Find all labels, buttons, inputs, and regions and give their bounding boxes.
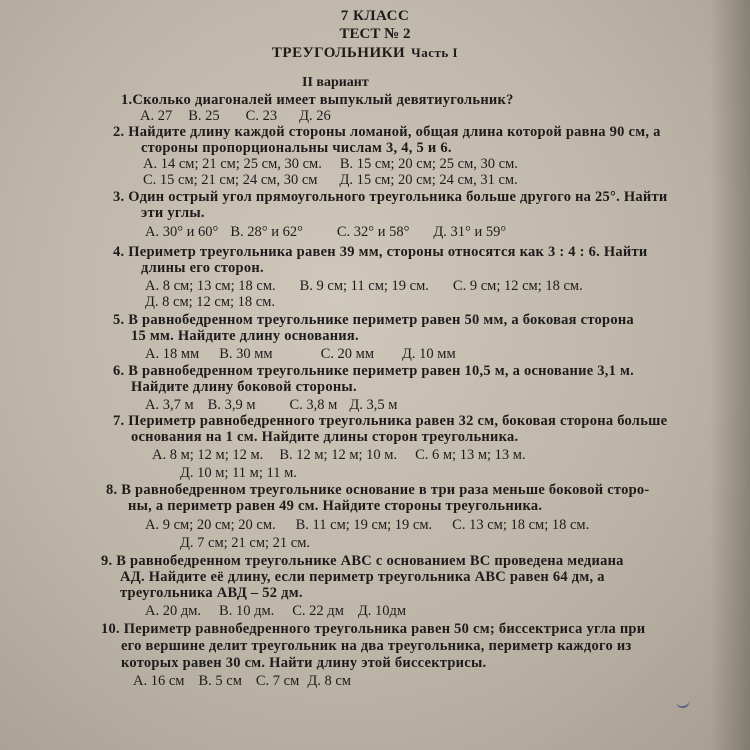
answer-option: С. 6 м; 13 м; 13 м. (415, 447, 526, 463)
question-text: эти углы. (141, 205, 205, 221)
answer-options (145, 224, 506, 240)
pen-mark-icon (676, 699, 691, 709)
question-text: Найдите длину боковой стороны. (131, 379, 357, 395)
answer-option: В. 11 см; 19 см; 19 см. (295, 517, 433, 533)
answer-option: Д. 3,5 м (349, 397, 398, 413)
answer-option: Д. 8 см; 12 см; 18 см. (145, 294, 276, 310)
answer-option: Д. 7 см; 21 см; 21 см. (180, 535, 311, 551)
variant-label: II вариант (302, 75, 369, 90)
part-label: Часть I (411, 45, 459, 60)
answer-option: А. 30° и 60° (145, 224, 219, 240)
answer-options (145, 603, 406, 619)
answer-option: В. 28° и 62° (230, 224, 303, 240)
answer-option: А. 14 см; 21 см; 25 см, 30 см. (143, 156, 322, 172)
answer-option: С. 22 дм (292, 603, 344, 619)
question-text: треугольника АВД – 52 дм. (120, 585, 303, 601)
answer-option: А. 16 см (133, 673, 185, 689)
question-text: 3. Один острый угол прямоугольного треугольника больше другого на 25°. Найти (113, 189, 668, 205)
question-text: 15 мм. Найдите длину основания. (131, 328, 359, 344)
answer-option: С. 32° и 58° (336, 224, 410, 240)
answer-option: В. 5 см (198, 673, 242, 689)
title-heading (0, 45, 740, 62)
answer-options (180, 535, 310, 551)
answer-options (145, 397, 397, 413)
answer-option: С. 15 см; 21 см; 24 см, 30 см (143, 172, 318, 188)
grade-heading: 7 КЛАСС (340, 8, 410, 24)
question-text: 2. Найдите длину каждой стороны ломаной, общая длина которой равна 90 см, а (113, 124, 661, 140)
answer-option: С. 7 см (255, 673, 300, 689)
test-heading: ТЕСТ № 2 (339, 26, 411, 42)
question-text: основания на 1 см. Найдите длины сторон треугольника. (131, 429, 519, 445)
answer-option: А. 27 (140, 108, 173, 124)
answer-option: А. 20 дм. (145, 603, 202, 619)
answer-option: Д. 10дм (357, 603, 407, 619)
answer-option: Д. 10 мм (402, 346, 456, 362)
answer-option: Д. 10 м; 11 м; 11 м. (180, 465, 297, 481)
answer-options (143, 172, 518, 188)
answer-option: С. 13 см; 18 см; 18 см. (452, 517, 590, 533)
question-text: АД. Найдите её длину, если периметр треугольника АВС равен 64 дм, а (120, 569, 605, 585)
question-text: 8. В равнобедренном треугольнике основание в три раза меньше боковой сторо- (106, 482, 650, 498)
answer-option: Д. 31° и 59° (433, 224, 507, 240)
answer-options (145, 346, 456, 362)
answer-option: В. 25 (188, 108, 220, 124)
answer-options (143, 156, 518, 172)
question-text: 6. В равнобедренном треугольнике периметр равен 10,5 м, а основание 3,1 м. (113, 363, 635, 379)
answer-option: Д. 26 (299, 108, 331, 124)
question-text: 10. Периметр равнобедренного треугольника равен 50 см; биссектриса угла при (101, 621, 646, 637)
answer-options (145, 278, 583, 294)
question-text: длины его сторон. (141, 260, 264, 276)
answer-option: А. 9 см; 20 см; 20 см. (145, 517, 276, 533)
answer-options (145, 517, 589, 533)
answer-option: А. 8 м; 12 м; 12 м. (152, 447, 264, 463)
answer-option: С. 3,8 м (289, 397, 338, 413)
question-text: которых равен 30 см. Найти длину этой биссектрисы. (121, 655, 487, 671)
answer-option: В. 15 см; 20 см; 25 см, 30 см. (339, 156, 518, 172)
answer-option: С. 23 (245, 108, 278, 124)
question-text: 1.Сколько диагоналей имеет выпуклый девятиугольник? (121, 92, 514, 108)
answer-option: А. 8 см; 13 см; 18 см. (145, 278, 276, 294)
question-text: ны, а периметр равен 49 см. Найдите стороны треугольника. (128, 498, 543, 514)
answer-option: С. 9 см; 12 см; 18 см. (452, 278, 583, 294)
answer-options (145, 294, 275, 310)
answer-options (180, 465, 297, 481)
answer-option: В. 30 мм (219, 346, 273, 362)
answer-options (133, 673, 351, 689)
question-text: стороны пропорциональны числам 3, 4, 5 и 6. (141, 140, 452, 156)
answer-option: Д. 8 см (307, 673, 351, 689)
question-text: его вершине делит треугольник на два треугольника, периметр каждого из (121, 638, 632, 654)
answer-option: В. 3,9 м (207, 397, 256, 413)
answer-options (140, 108, 331, 124)
answer-option: А. 18 мм (145, 346, 200, 362)
question-text: 5. В равнобедренном треугольнике периметр равен 50 мм, а боковая сторона (113, 312, 634, 328)
question-text: 7. Периметр равнобедренного треугольника равен 32 см, боковая сторона больше (113, 413, 668, 429)
topic-title: ТРЕУГОЛЬНИКИ (271, 45, 406, 61)
answer-option: В. 12 м; 12 м; 10 м. (279, 447, 398, 463)
page-shadow (710, 0, 750, 750)
answer-option: С. 20 мм (320, 346, 375, 362)
answer-options (152, 447, 526, 463)
answer-option: В. 9 см; 11 см; 19 см. (299, 278, 429, 294)
answer-option: А. 3,7 м (145, 397, 194, 413)
answer-option: Д. 15 см; 20 см; 24 см, 31 см. (339, 172, 518, 188)
question-text: 9. В равнобедренном треугольнике АВС с основанием ВС проведена медиана (101, 553, 624, 569)
question-text: 4. Периметр треугольника равен 39 мм, стороны относятся как 3 : 4 : 6. Найти (113, 244, 648, 260)
answer-option: В. 10 дм. (219, 603, 275, 619)
